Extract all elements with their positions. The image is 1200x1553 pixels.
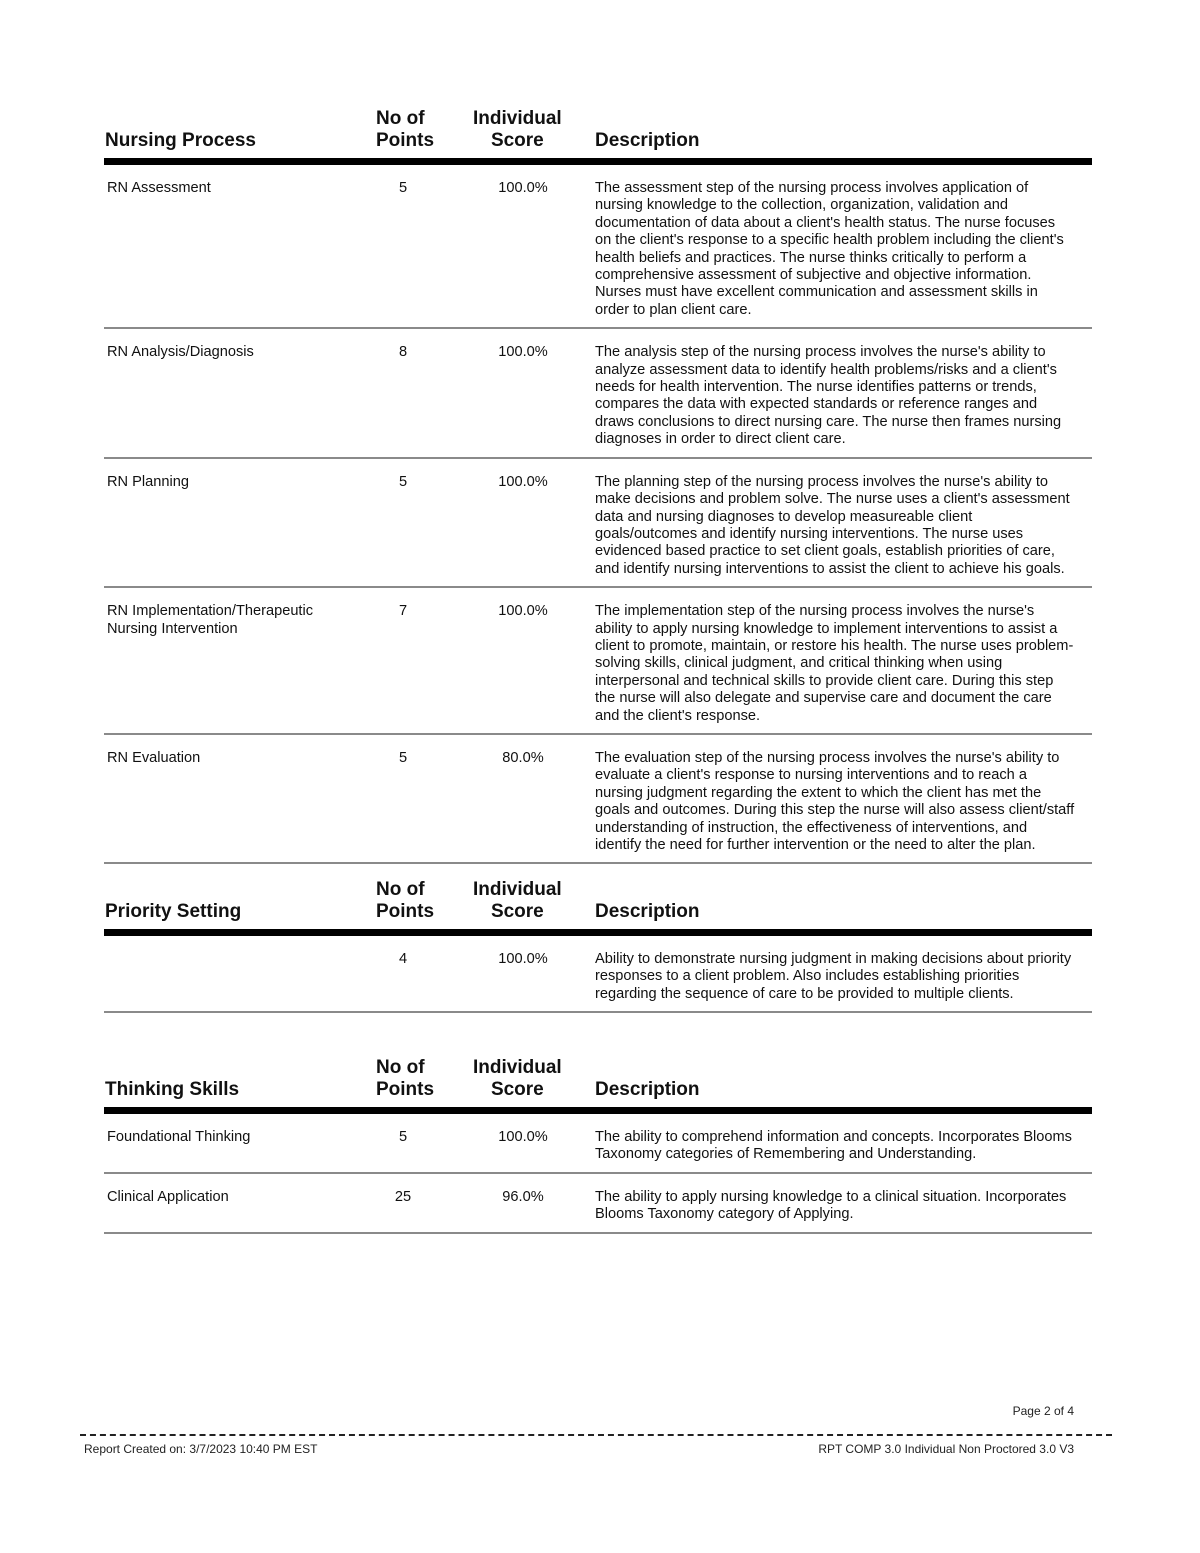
row-points: 5 — [398, 473, 408, 490]
report-created-timestamp: Report Created on: 3/7/2023 10:40 PM EST — [84, 1442, 318, 1456]
thinking-skills-section — [104, 1035, 1092, 1234]
row-score: 80.0% — [502, 749, 544, 766]
row-name: RN Implementation/Therapeutic Nursing Intervention — [107, 603, 314, 637]
row-description: The evaluation step of the nursing process involves the nurse's ability to evaluate a client's response to nursing interventions and to reach a nursing judgment regarding the extent to which the client has met the goals and outcomes. During this step the nurse will also assess client/staff understanding of instruction, the effectiveness of interventions, and identify the need for further intervention or the need to alter the plan. — [595, 749, 1075, 853]
row-description: The ability to apply nursing knowledge to a clinical situation. Incorporates Blooms Taxonomy category of Applying. — [595, 1188, 1067, 1223]
row-score: 100.0% — [498, 344, 548, 361]
row-points: 8 — [398, 344, 408, 361]
row-score: 96.0% — [502, 1188, 544, 1205]
row-points: 4 — [398, 951, 408, 967]
row-name: RN Evaluation — [107, 749, 201, 766]
row-points: 25 — [394, 1188, 412, 1205]
points-column-header: No of Points — [376, 1057, 435, 1100]
row-name: RN Planning — [107, 473, 189, 490]
section-title: Priority Setting — [105, 901, 242, 922]
row-description: The ability to comprehend information and concepts. Incorporates Blooms Taxonomy categories of Remembering and Understanding. — [595, 1129, 1072, 1163]
points-column-header: No of Points — [376, 108, 435, 151]
row-description: Ability to demonstrate nursing judgment in making decisions about priority responses to a client problem. Also includes establishing priorities regarding the sequence of care to be provided to multiple clients. — [595, 951, 1072, 1002]
row-points: 5 — [398, 1129, 408, 1145]
table-row — [104, 1174, 1092, 1234]
row-description: The planning step of the nursing process involves the nurse's ability to make decisions and problem solve. The nurse uses a client's assessment data and nursing diagnoses to develop measureable client goals/outcomes and identify nursing interventions. The nurse uses evidenced based practice to set client goals, establish priorities of care, and identify nursing interventions to assist the client to achieve his goals. — [595, 473, 1070, 577]
section-header — [104, 86, 1092, 165]
score-column-header: Individual Score — [473, 1057, 562, 1100]
footer-divider — [80, 1434, 1112, 1436]
table-row — [104, 588, 1092, 735]
nursing-process-section — [104, 86, 1092, 864]
row-description: The analysis step of the nursing process involves the nurse's ability to analyze assessment data to identify health problems/risks and a client's needs for health intervention. The nurse identifies patterns or trends, compares the data with expected standards or reference ranges and draws conclusions to direct nursing care. The nurse then frames nursing diagnoses in order to direct client care. — [595, 344, 1062, 448]
table-row — [104, 1114, 1092, 1174]
table-row — [104, 735, 1092, 864]
score-column-header: Individual Score — [473, 108, 562, 151]
row-name: RN Assessment — [107, 180, 211, 196]
score-column-header: Individual Score — [473, 879, 562, 922]
table-row — [104, 165, 1092, 329]
description-column-header: Description — [595, 130, 700, 151]
row-description: The implementation step of the nursing process involves the nurse's ability to apply nursing knowledge to implement interventions to assist a client to promote, maintain, or restore his health. The nurse uses problem-solving skills, clinical judgment, and critical thinking when using interpersonal and technical skills to provide client care. During this step the nurse will also delegate and supervise care and document the care and the client's response. — [595, 603, 1074, 724]
row-score: 100.0% — [498, 951, 548, 967]
table-row — [104, 459, 1092, 588]
section-header — [104, 1035, 1092, 1114]
row-score: 100.0% — [498, 603, 548, 620]
row-name: Foundational Thinking — [107, 1129, 251, 1145]
table-row — [104, 329, 1092, 458]
section-header — [104, 857, 1092, 936]
row-score: 100.0% — [498, 1129, 548, 1145]
row-description: The assessment step of the nursing process involves application of nursing knowledge to the collection, organization, validation and documentation of data about a client's health status. The nurse focuses on the client's response to a specific health problem including the client's health beliefs and practices. The nurse thinks critically to perform a comprehensive assessment of subjective and objective information. Nurses must have excellent communication and assessment skills in order to plan client care. — [595, 180, 1064, 318]
description-column-header: Description — [595, 1079, 700, 1100]
page-number: Page 2 of 4 — [1012, 1404, 1074, 1418]
description-column-header: Description — [595, 901, 700, 922]
row-name: RN Analysis/Diagnosis — [107, 344, 254, 361]
table-row — [104, 936, 1092, 1013]
row-points: 5 — [398, 180, 408, 196]
section-title: Nursing Process — [105, 130, 256, 151]
row-score: 100.0% — [498, 180, 548, 196]
priority-setting-section — [104, 857, 1092, 1013]
points-column-header: No of Points — [376, 879, 435, 922]
row-name: Clinical Application — [107, 1188, 229, 1205]
row-score: 100.0% — [498, 473, 548, 490]
row-points: 7 — [398, 603, 408, 620]
section-title: Thinking Skills — [105, 1079, 240, 1100]
row-points: 5 — [398, 749, 408, 766]
report-identifier: RPT COMP 3.0 Individual Non Proctored 3.0 V3 — [818, 1442, 1074, 1456]
